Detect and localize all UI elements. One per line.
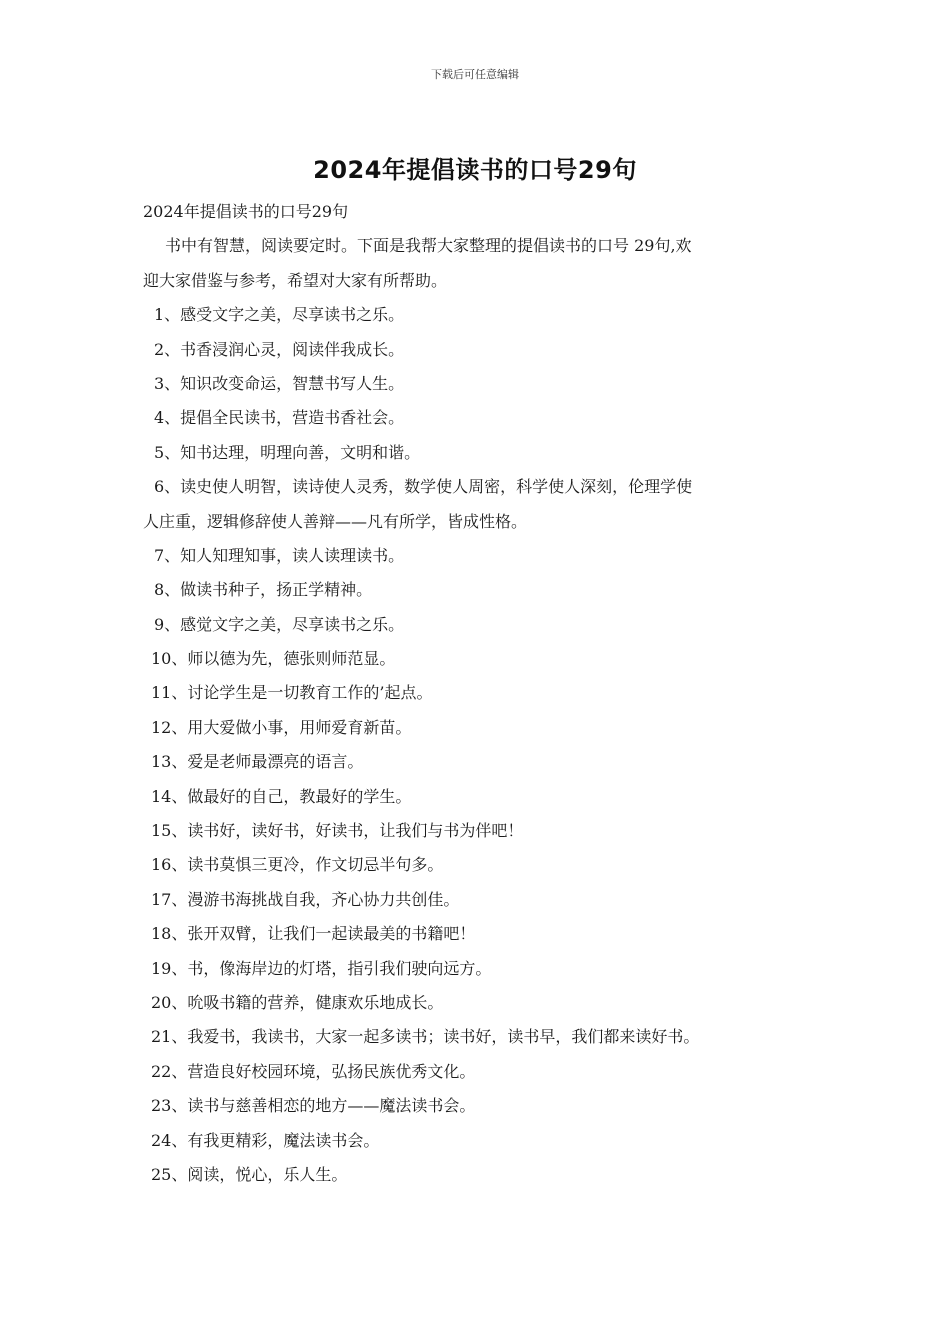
list-item: 18、张开双臂，让我们一起读最美的书籍吧！ [151,924,476,944]
list-item: 9、感觉文字之美，尽享读书之乐。 [154,614,405,634]
intro-line-2: 迎大家借鉴与参考，希望对大家有所帮助。 [143,270,448,290]
document-title: 2024年提倡读书的口号29句 [313,156,637,184]
list-item: 12、用大爱做小事，用师爱育新苗。 [151,717,412,737]
document-body [143,195,811,1192]
list-item: 11、讨论学生是一切教育工作的’起点。 [151,683,433,703]
list-item: 17、漫游书海挑战自我，齐心协力共创佳。 [151,889,460,909]
subtitle-line: 2024年提倡读书的口号29句 [143,202,349,221]
list-item: 23、读书与慈善相恋的地方——魔法读书会。 [151,1096,476,1116]
list-item: 10、师以德为先，德张则师范显。 [151,649,396,669]
list-item: 24、有我更精彩，魔法读书会。 [151,1130,380,1150]
list-item: 1、感受文字之美，尽享读书之乐。 [154,305,405,325]
list-item: 13、爱是老师最漂亮的语言。 [151,752,364,772]
list-item: 6、读史使人明智，读诗使人灵秀，数学使人周密，科学使人深刻，伦理学使 [154,477,693,497]
list-item: 25、阅读，悦心，乐人生。 [151,1164,348,1184]
list-item: 4、提倡全民读书，营造书香社会。 [154,408,405,428]
list-item: 7、知人知理知事，读人读理读书。 [154,545,405,565]
list-item: 2、书香浸润心灵，阅读伴我成长。 [154,339,405,359]
intro-line-1: 书中有智慧，阅读要定时。下面是我帮大家整理的提倡读书的口号 29句,欢 [165,236,692,256]
list-item: 14、做最好的自己，教最好的学生。 [151,786,412,806]
list-item: 22、营造良好校园环境，弘扬民族优秀文化。 [151,1061,476,1081]
list-item: 16、读书莫惧三更冷，作文切忌半句多。 [151,855,444,875]
list-item: 8、做读书种子，扬正学精神。 [154,580,373,600]
list-item: 19、书，像海岸边的灯塔，指引我们驶向远方。 [151,958,492,978]
list-item: 20、吮吸书籍的营养，健康欢乐地成长。 [151,992,444,1012]
list-item: 5、知书达理，明理向善，文明和谐。 [154,442,421,462]
header-note: 下载后可任意编辑 [431,68,519,81]
list-item: 15、读书好，读好书，好读书，让我们与书为伴吧！ [151,821,524,841]
list-item-continuation: 人庄重，逻辑修辞使人善辩——凡有所学，皆成性格。 [143,511,528,531]
list-item: 21、我爱书，我读书，大家一起多读书；读书好，读书早，我们都来读好书。 [151,1027,700,1047]
list-item: 3、知识改变命运，智慧书写人生。 [154,373,405,393]
